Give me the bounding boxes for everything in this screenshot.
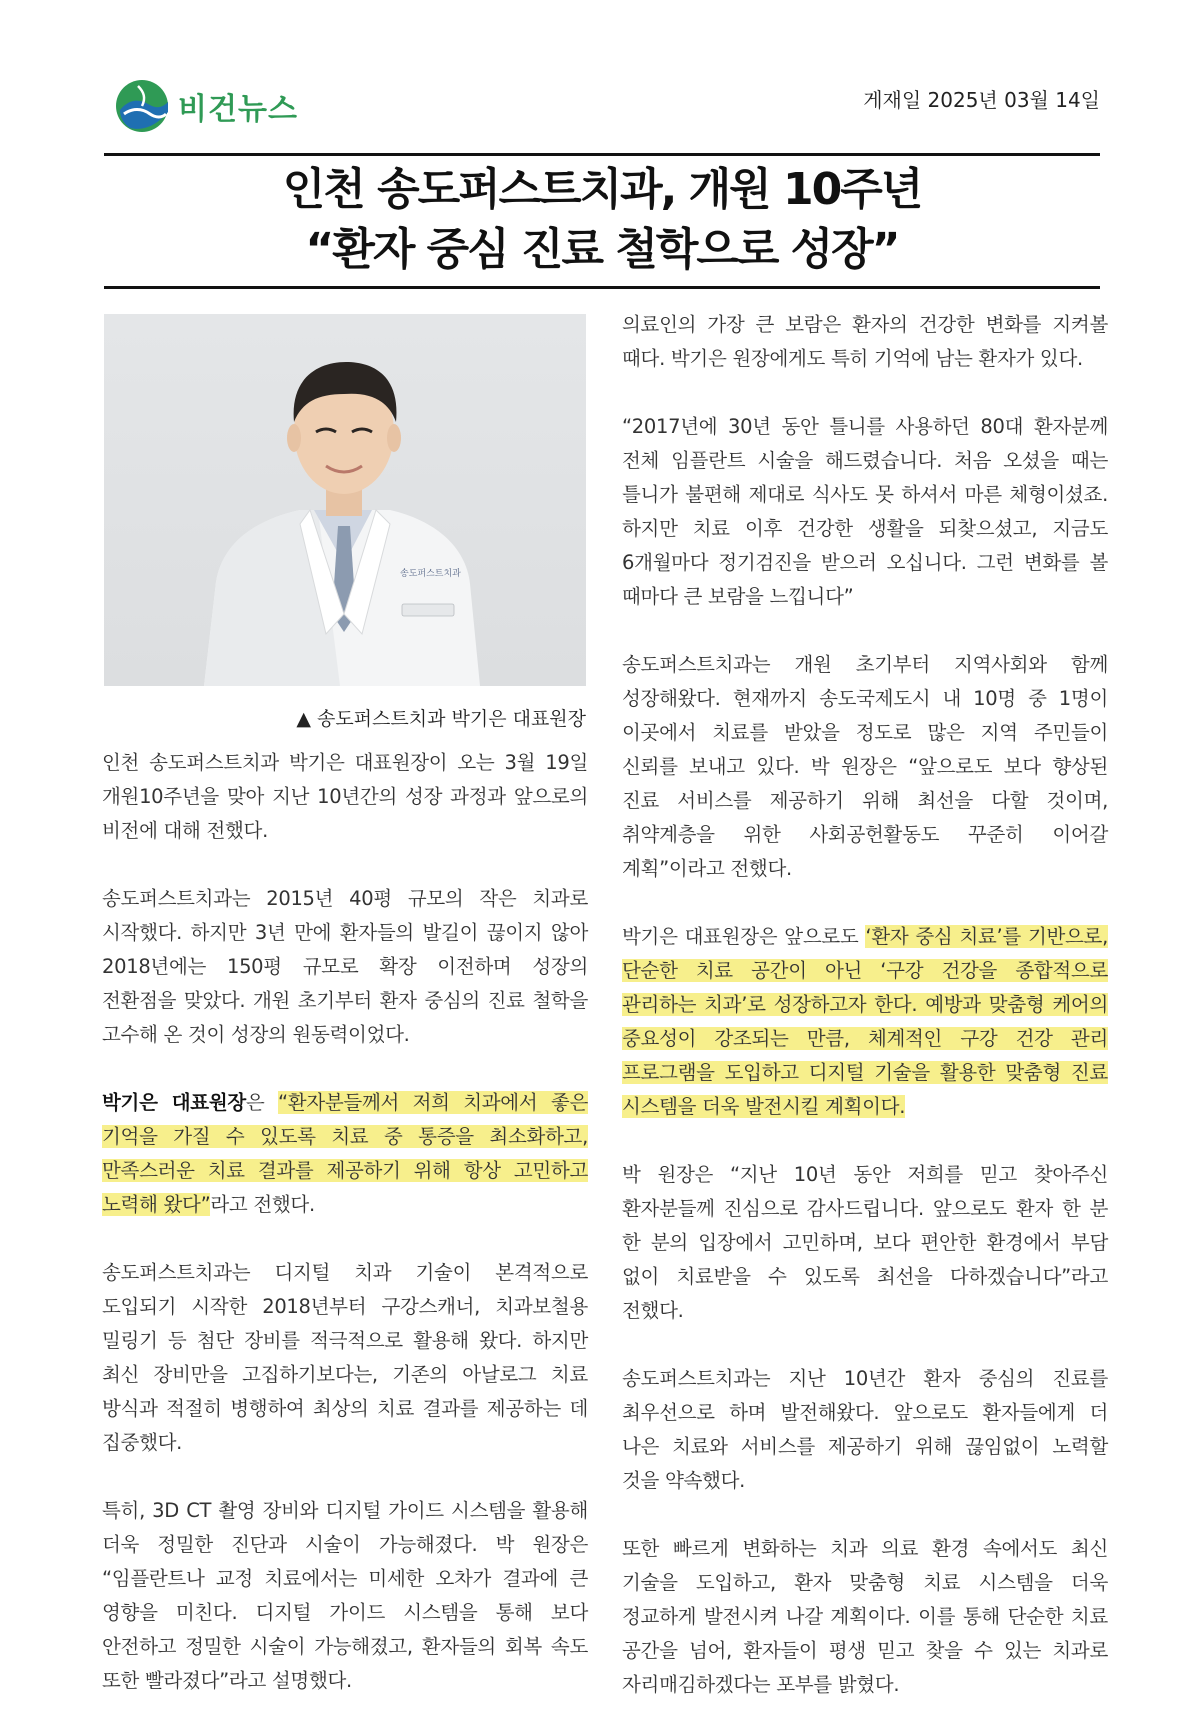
paragraph: 인천 송도퍼스트치과 박기은 대표원장이 오는 3월 19일 개원10주년을 맞아 지난 10년간의 성장 과정과 앞으로의 비전에 대해 전했다. <box>102 751 588 842</box>
logo-text: 비건뉴스 <box>178 92 298 127</box>
article-right-column <box>622 308 1108 1736</box>
photo-caption: ▲ 송도퍼스트치과 박기은 대표원장 <box>296 708 586 730</box>
page-header <box>104 70 1100 142</box>
headline-line-2: “환자 중심 진료 철학으로 성장” <box>305 224 899 275</box>
headline-bottom-rule <box>104 286 1100 289</box>
publish-date: 게재일 2025년 03월 14일 <box>863 88 1100 112</box>
paragraph: 박 원장은 “지난 10년 동안 저희를 믿고 찾아주신 환자분들께 진심으로 감사드립니다. 앞으로도 환자 한 분 한 분의 입장에서 고민하며, 보다 편안한 환경에서 부담 없이 치료받을 수 있도록 최선을 다하겠습니다”라고 전했다. <box>622 1163 1108 1322</box>
paragraph: 송도퍼스트치과는 개원 초기부터 지역사회와 함께 성장해왔다. 현재까지 송도국제도시 내 10명 중 1명이 이곳에서 치료를 받았을 정도로 많은 지역 주민들이 신뢰를 보내고 있다. 박 원장은 “앞으로도 보다 향상된 진료 서비스를 제공하기 위해 최선을 다할 것이며, 취약계층을 위한 사회공헌활동도 꾸준히 이어갈 계획”이라고 전했다. <box>622 653 1108 880</box>
paragraph: 송도퍼스트치과는 지난 10년간 환자 중심의 진료를 최우선으로 하며 발전해왔다. 앞으로도 환자들에게 더 나은 치료와 서비스를 제공하기 위해 끊임없이 노력할 것을 약속했다. <box>622 1367 1108 1492</box>
paragraph: 송도퍼스트치과는 2015년 40평 규모의 작은 치과로 시작했다. 하지만 3년 만에 환자들의 발길이 끊이지 않아 2018년에는 150평 규모로 확장 이전하며 성장의 전환점을 맞았다. 개원 초기부터 환자 중심의 진료 철학을 고수해 온 것이 성장의 원동력이었다. <box>102 887 588 1046</box>
headline-line-1: 인천 송도퍼스트치과, 개원 10주년 <box>282 164 922 215</box>
paragraph: 의료인의 가장 큰 보람은 환자의 건강한 변화를 지켜볼 때다. 박기은 원장에게도 특히 기억에 남는 환자가 있다. <box>622 313 1108 370</box>
highlighted-vision: ‘환자 중심 치료’를 기반으로, 단순한 치료 공간이 아닌 ‘구강 건강을 종합적으로 관리하는 치과’로 성장하고자 한다. 예방과 맞춤형 케어의 중요성이 강조되는 만큼, 체계적인 구강 건강 관리 프로그램을 도입하고 디지털 기술을 활용한 맞춤형 진료 시스템을 더욱 발전시킬 계획이다. <box>622 925 1108 1118</box>
doctor-portrait-illustration <box>104 314 586 686</box>
paragraph <box>102 1086 588 1222</box>
director-name: 박기은 대표원장 <box>102 1091 246 1114</box>
headline <box>104 160 1100 280</box>
vegan-news-logo[interactable] <box>114 78 298 134</box>
paragraph-text: 박기은 대표원장은 앞으로도 <box>622 925 866 948</box>
paragraph: “2017년에 30년 동안 틀니를 사용하던 80대 환자분께 전체 임플란트 시술을 해드렸습니다. 처음 오셨을 때는 틀니가 불편해 제대로 식사도 못 하셔서 마른 체형이셨죠. 하지만 치료 이후 건강한 생활을 되찾으셨고, 지금도 6개월마다 정기검진을 받으러 오십니다. 그런 변화를 볼 때마다 큰 보람을 느낍니다” <box>622 415 1108 608</box>
paragraph: 또한 빠르게 변화하는 치과 의료 환경 속에서도 최신 기술을 도입하고, 환자 맞춤형 치료 시스템을 더욱 정교하게 발전시켜 나갈 계획이다. 이를 통해 단순한 치료 공간을 넘어, 환자들이 평생 믿고 찾을 수 있는 치과로 자리매김하겠다는 포부를 밝혔다. <box>622 1537 1108 1696</box>
paragraph: 송도퍼스트치과는 디지털 치과 기술이 본격적으로 도입되기 시작한 2018년부터 구강스캐너, 치과보철용 밀링기 등 첨단 장비를 적극적으로 활용해 왔다. 하지만 최신 장비만을 고집하기보다는, 기존의 아날로그 치료 방식과 적절히 병행하여 최상의 치료 결과를 제공하는 데 집중했다. <box>102 1261 588 1454</box>
headline-top-rule <box>104 153 1100 156</box>
paragraph: 특히, 3D CT 촬영 장비와 디지털 가이드 시스템을 활용해 더욱 정밀한 진단과 시술이 가능해졌다. 박 원장은 “임플란트나 교정 치료에서는 미세한 오차가 결과에 큰 영향을 미친다. 디지털 가이드 시스템을 통해 보다 안전하고 정밀한 시술이 가능해졌고, 환자들의 회복 속도 또한 빨라졌다”라고 설명했다. <box>102 1499 588 1692</box>
article-left-column <box>102 746 588 1732</box>
highlighted-quote: “환자분들께서 저희 치과에서 좋은 기억을 가질 수 있도록 치료 중 통증을 최소화하고, 만족스러운 치료 결과를 제공하기 위해 항상 고민하고 노력해 왔다” <box>102 1091 588 1216</box>
paragraph <box>622 920 1108 1124</box>
leaf-globe-icon <box>114 78 170 134</box>
coat-embroidery: 송도퍼스트치과 <box>400 569 461 579</box>
paragraph-text: 라고 전했다. <box>210 1193 315 1216</box>
paragraph-text: 은 <box>245 1091 278 1114</box>
director-photo <box>104 314 586 686</box>
